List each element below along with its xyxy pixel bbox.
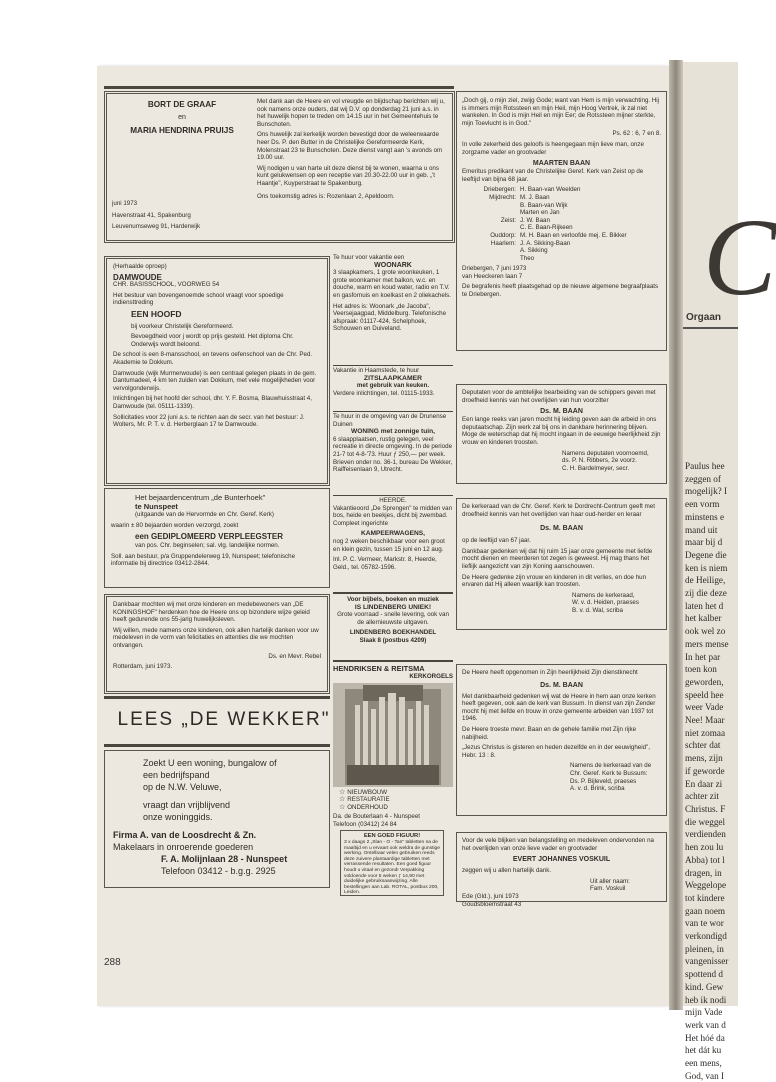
next-page-line: Paulus hee xyxy=(685,461,725,471)
family-member: J. W. Baan xyxy=(520,216,550,224)
masthead-subtitle: Orgaan xyxy=(686,312,722,323)
next-page-line: Degene die xyxy=(685,549,727,560)
next-page-line: ook wel zo xyxy=(685,626,726,637)
next-page-line: het kalber xyxy=(685,613,722,624)
ornamental-rule xyxy=(104,86,454,89)
signature: Uit aller naam: xyxy=(590,877,630,885)
ad-intro: Te huur in de omgeving van de Drunense Duinen xyxy=(333,413,447,428)
paragraph: Met dankbaarheid gedenken wij wat de Heere in hem aan onze kerken heeft gegeven, ook aan de kerk van Bussum. In dienst van zijn Zender mocht hij met liefde en trouw in onze gemeente arbeiden van 1937 tot 1946. xyxy=(462,692,656,723)
family-row xyxy=(462,194,661,217)
signature: Namens de kerkeraad van de xyxy=(570,762,652,770)
service-item xyxy=(333,796,453,804)
next-page-line: het dát ku xyxy=(685,1045,722,1056)
address: Havenstraat 41, Spakenburg xyxy=(112,211,191,219)
deceased-name: Ds. M. BAAN xyxy=(540,681,583,689)
wedding-paragraph: Wij nodigen u van harte uit deze dienst bij te wonen, waarna u ons kunt gelukwensen op een receptie van 20.30-22.00 uur in geb. „'t Haantje", Kuyperstraat te Spakenburg. xyxy=(257,164,439,187)
next-page-line: laten het d xyxy=(685,600,724,611)
paragraph: Wij willen, mede namens onze kinderen, ook allen hartelijk danken voor uw medeleven in de vorm van felicitaties en attenties die we mochten ontvangen. xyxy=(113,626,319,649)
next-page-line: God, van I xyxy=(685,1070,725,1081)
signature: Chr. Geref. Kerk te Bussum: xyxy=(570,769,648,777)
next-page-line: tot kindere xyxy=(685,892,725,903)
masthead-letter: C xyxy=(703,196,776,318)
signature: Ds. P. Bijleveld, praeses xyxy=(570,777,637,785)
ad-line: een bedrijfspand xyxy=(143,770,210,780)
next-page-line: spottend d xyxy=(685,969,724,980)
service-label: ONDERHOUD xyxy=(347,803,388,811)
firm-address: F. A. Molijnlaan 28 - Nunspeet xyxy=(161,854,288,864)
note: (Herhaalde oproep) xyxy=(113,263,167,270)
family-member: M. H. Baan en verloofde mej. E. Bikker xyxy=(520,231,627,239)
lindenberg-ad xyxy=(333,596,453,658)
paragraph: zeggen wij u allen hartelijk dank. xyxy=(462,867,552,875)
ad-intro: Te huur voor vakantie een xyxy=(333,254,405,261)
family-row xyxy=(462,217,661,232)
voskuil-thanks xyxy=(456,832,667,908)
firm-subtitle: KERKORGELS xyxy=(409,673,453,680)
next-page-line: die weggel xyxy=(685,816,726,827)
future-address: Ons toekomstig adres is: Rozenlaan 2, Apeldoorn. xyxy=(257,192,395,200)
ad-line: op de N.W. Veluwe, xyxy=(143,782,222,792)
family-member: A. Sikking xyxy=(520,247,548,255)
woonark-ad xyxy=(333,254,453,364)
ad-info: Verdere inlichtingen, tel. 01115-1933. xyxy=(333,389,435,397)
ad-title: IS LINDENBERG UNIEK! xyxy=(354,603,432,611)
ad-title: EEN GOED FIGUUR! xyxy=(363,833,421,839)
book-binding xyxy=(669,60,683,1010)
divider xyxy=(333,495,453,496)
page-number: 288 xyxy=(104,957,121,968)
firm-description: Makelaars in onroerende goederen xyxy=(113,842,254,852)
loosdrecht-ad xyxy=(104,750,330,888)
paragraph: Moge de weterschap dat hij mocht ingaan in de eeuwige heerlijkheid zijn vrouw en kinderen troosten. xyxy=(462,431,661,446)
ad-title: HEERDE. xyxy=(379,497,407,504)
paragraph: Inlichtingen bij het hoofd der school, dhr. Y. F. Bosma, Blauwhuisstraat 4, Damwoude (tel. 05111-1339). xyxy=(113,395,312,410)
place-date: Ede (Gld.), juni 1973 xyxy=(462,892,519,900)
next-page-line: mens, zijn xyxy=(685,753,723,764)
family-member: H. Baan-van Weelden xyxy=(520,186,581,194)
divider xyxy=(333,411,453,412)
next-page-line: In het par xyxy=(685,651,721,662)
heading: Het bejaardencentrum „de Bunterhoek" xyxy=(135,493,266,502)
signature: Fam. Voskuil xyxy=(590,885,626,893)
next-page-line: schter dat xyxy=(685,740,721,751)
paragraph: waarin ± 80 bejaarden worden verzorgd, zoekt xyxy=(111,521,239,529)
paragraph: De begrafenis heeft plaatsgehad op de nieuwe algemene begraafplaats te Driebergen. xyxy=(462,283,659,299)
firm-name: Firma A. van de Loosdrecht & Zn. xyxy=(113,830,257,840)
paragraph: Deputaten voor de ambtelijke bearbeiding van de schippers geven met droefheid kennis van het overlijden van hun voorzitter xyxy=(462,389,656,404)
star-icon: ☆ xyxy=(339,788,348,796)
ad-title: WONING met zonnige tuin, xyxy=(351,428,435,436)
ad-body: 6 slaapplaatsen, rustig gelegen, veel recreatie in directe omgeving. In de periode 21-7 tot 4-8-'73. Huur ƒ 250,— per week. Brieven onder no. 36-1, bureau De Wekker, Raiffeisenlaan 9, Utrecht. xyxy=(333,435,453,474)
next-page-line: niet zomaa xyxy=(685,727,726,738)
ornamental-rule xyxy=(104,744,330,747)
place-date: Driebergen, 7 juni 1973 xyxy=(462,265,527,273)
ad-body: nog 2 weken beschikbaar voor een groot en klein gezin, tussen 15 juni en 12 aug. xyxy=(333,537,445,553)
paragraph: Een lange reeks van jaren mocht hij leiding geven aan de arbeid in ons deputaatschap. Zijn werk zal bij ons in dankbare herinnering blijven. xyxy=(462,416,657,431)
next-page-line: hen zou lu xyxy=(685,842,724,853)
wedding-date: juni 1973 xyxy=(112,200,138,207)
signature: ds. P. N. Ribbers, 2e voorz. xyxy=(562,457,637,465)
masthead-rule xyxy=(683,327,738,329)
next-page-line: En daar zi xyxy=(685,778,723,789)
next-page-line: minstens e xyxy=(685,511,725,522)
divider xyxy=(333,365,453,366)
bible-quote: „Jezus Christus is gisteren en heden dezelfde en in der eeuwigheid", Hebr. 13 : 8. xyxy=(462,744,650,759)
zitslaapkamer-ad xyxy=(333,367,453,409)
next-page-line: mogelijk? I xyxy=(685,486,728,497)
next-page-line: speeld hee xyxy=(685,689,724,700)
next-page-edge xyxy=(683,62,776,1081)
paragraph: Dankbaar gedenken wij dat hij ruim 15 jaar onze gemeente met liefde mocht dienen en meerderen tot zegen is geweest. Hij mag thans het lieflijk aangezicht van zijn Koning aanschouwen. xyxy=(462,547,653,570)
damwoude-vacancy xyxy=(104,256,330,486)
and-word: en xyxy=(178,114,186,121)
ad-line: Slaak 8 (postbus 4209) xyxy=(359,636,427,644)
address: Goudsbloemstraat 43 xyxy=(462,900,522,908)
bible-reference: Ps. 62 : 6, 7 en 8. xyxy=(612,130,661,138)
slan-o-tan-ad xyxy=(340,830,444,896)
ad-line: vraagt dan vrijblijvend xyxy=(143,800,231,810)
paragraph: Emeritus predikant van de Christelijke Geref. Kerk van Zeist op de leeftijd van bijna 68 jaar. xyxy=(462,168,644,183)
next-page-line: gaan noem xyxy=(685,905,726,916)
family-place: Haarlem: xyxy=(490,239,516,247)
paragraph: Voor de vele blijken van belangstelling en medeleven ondervonden na het overlijden van onze lieve vader en grootvader xyxy=(462,837,654,852)
groom-name: BORT DE GRAAF xyxy=(147,100,217,109)
next-page-line: if geworde xyxy=(685,765,725,776)
ad-body: Vakantieoord „De Sprengen" te midden van bos, heide en beekjes, dicht bij zwembad. Compleet ingerichte xyxy=(333,504,453,527)
lees-de-wekker-slogan: LEES „DE WEKKER" xyxy=(117,709,331,730)
next-page-line: pleinen, in xyxy=(685,943,724,954)
next-page-line: heb ik nodi xyxy=(685,994,727,1005)
next-page-line: zij die deze xyxy=(685,588,727,599)
signature: B. v. d. Wal, scriba xyxy=(572,606,623,614)
next-page-line: een vorm xyxy=(685,499,720,510)
family-row xyxy=(462,186,661,194)
next-page-line: toen kon xyxy=(685,664,717,675)
family-member: B. Baan-van Wijk xyxy=(520,201,568,209)
ornamental-rule xyxy=(104,696,330,699)
baan-deputaten-announcement xyxy=(456,384,667,484)
family-names xyxy=(520,186,580,194)
next-page-line: mijn Vade xyxy=(685,1007,723,1018)
ad-title: ZITSLAAPKAMER xyxy=(363,374,423,382)
paragraph: De Heere gedenke zijn vrouw en kinderen in dit verlies, en doe hun ervaren dat Hij alleen waarlijk kan troosten. xyxy=(462,573,647,589)
next-page-line: dragen, in xyxy=(685,867,722,878)
baan-bussum-announcement xyxy=(456,664,667,816)
family-member: Theo xyxy=(520,254,535,262)
firm-telephone: Telefoon (03412) 24 84 xyxy=(333,820,397,828)
firm-address: Da. de Bouterlaan 4 - Nunspeet xyxy=(333,813,421,821)
paragraph: Het bestuur van bovengenoemde school vraagt voor spoedige indiensttreding xyxy=(113,291,284,307)
job-title: een GEDIPLOMEERD VERPLEEGSTER xyxy=(135,532,284,542)
ad-line: Zoekt U een woning, bungalow of xyxy=(143,758,277,768)
place-date: Rotterdam, juni 1973. xyxy=(113,663,173,671)
heerde-ad xyxy=(333,497,453,589)
ad-subtitle: met gebruik van keuken. xyxy=(356,382,430,390)
next-page-line: de Heilige, xyxy=(685,575,726,586)
signature: Namens de kerkeraad, xyxy=(572,591,635,599)
family-names xyxy=(520,194,567,217)
ad-title: WOONARK xyxy=(374,261,412,269)
ad-body: 3 x daags 2 „Slan - O - Tan" tabletten na de maaltijd en u ervaart ook weldra de gunstige werking. Ontelbaar velen gebruiken reeds deze zuivere plantaardige tabletten met verrassende resultaten. Een goed figuur houdt u vitaal en gezond! Verpakking voldoende voor 5 weken ƒ 14,90 met duidelijke gebruiksaanwijzing. Alle bestellingen aan Lab. ROTAL, postbus 200, Leiden. xyxy=(344,840,440,896)
next-page-line: vangenisser xyxy=(685,956,729,967)
wedding-announcement xyxy=(104,91,455,243)
next-page-line: verdienden xyxy=(685,829,726,840)
firm-name: HENDRIKSEN & REITSMA xyxy=(333,664,425,673)
next-page-line: verkondigd xyxy=(685,931,727,942)
signature: Ds. en Mevr. Rebel xyxy=(268,652,321,660)
next-page-line: zeggen of xyxy=(685,473,721,484)
deceased-name: Ds. M. BAAN xyxy=(540,525,583,533)
next-page-line: geworden, xyxy=(685,676,724,687)
heading: te Nunspeet xyxy=(135,502,178,511)
next-page-line: van te wor xyxy=(685,918,724,929)
paragraph: In volle zekerheid des geloofs is heengegaan mijn lieve man, onze zorgzame vader en grootvader xyxy=(462,140,644,156)
school-name: DAMWOUDE xyxy=(113,272,162,282)
job-title: EEN HOOFD xyxy=(131,308,182,319)
baan-family-announcement xyxy=(456,91,667,351)
hendriksen-reitsma-ad xyxy=(333,664,453,828)
ad-info: Inl. P. C. Vermeer, Markstr. 8, Heerde, Geld., tel. 05782-1596. xyxy=(333,556,437,571)
signature: Namens deputaten voornoemd, xyxy=(562,449,649,457)
next-page-line: weer Vade xyxy=(685,702,724,713)
paragraph: De Heere heeft opgenomen in Zijn heerlijkheid Zijn dienstknecht xyxy=(462,669,638,676)
next-page-text xyxy=(685,460,729,1082)
next-page-line: Abba) tot l xyxy=(685,854,725,865)
family-row xyxy=(462,232,661,240)
paragraph: Dankbaar mochten wij met onze kinderen en medebewoners van „DE KONINGSHOF" herdenken hoe de Heere ons op bizondere wijze geleid heeft gedurende ons 55-jarig huwelijksleven. xyxy=(113,601,310,624)
divider xyxy=(333,592,453,594)
deceased-name: Ds. M. BAAN xyxy=(540,408,583,416)
next-page-line: Nee! Maar xyxy=(685,715,725,726)
next-page-line: kind. Gew xyxy=(685,981,724,992)
family-member: C. E. Baan-Rijkeen xyxy=(520,224,573,232)
signature: A. v. d. Brink, scriba xyxy=(570,785,625,793)
next-page-line: mand uit xyxy=(685,524,718,535)
ad-line: onze woninggids. xyxy=(143,812,213,822)
paragraph: Sollicitaties voor 22 juni a.s. te richten aan de secr. van het bestuur: J. Wolters, Mr. P. T. v. d. Herberglaan 17 te Damwoude. xyxy=(113,413,305,429)
star-icon: ☆ xyxy=(339,796,348,804)
duinen-ad xyxy=(333,413,453,495)
next-page-line: een mens, xyxy=(685,1058,722,1069)
rebel-thanks xyxy=(104,594,330,694)
family-row xyxy=(462,240,661,263)
deceased-name: EVERT JOHANNES VOSKUIL xyxy=(512,856,611,864)
service-item xyxy=(333,804,453,812)
next-page-line: mers mense xyxy=(685,638,729,649)
next-page-line: maar bij d xyxy=(685,537,723,548)
paragraph: De Heere troeste mevr. Baan en de gehele familie met Zijn rijke nabijheid. xyxy=(462,725,637,741)
next-page-line: Christus. F xyxy=(685,803,726,814)
paragraph: van pos. Chr. beginselen; sal. vlg. landelijke normen. xyxy=(135,542,280,550)
ad-line: Grote voorraad - snelle levering, ook van de allernieuwste uitgaven. xyxy=(337,611,449,626)
family-member: M. J. Baan xyxy=(520,193,550,201)
family-place: Driebergen: xyxy=(483,186,516,194)
wedding-paragraph: Ons huwelijk zal kerkelijk worden bevestigd door de weleerwaarde heer Ds. P. den Butter in de Christelijke Gereformeerde Kerk, Molenstraat 23 te Bunschoten. Deze dienst vangt aan 's avonds om 19.00 uur. xyxy=(257,131,443,162)
next-page-line: ken is niem xyxy=(685,562,728,573)
organ-photo xyxy=(333,683,453,787)
paragraph: Damwoude (wijk Murmerwoude) is een centraal gelegen plaats in de gem. Dantumadeel, 4 km ten zuiden van Dokkum, met vele mogelijkheden voor vervolgonderwijs. xyxy=(113,369,317,392)
wedding-paragraph: Met dank aan de Heere en vol vreugde en blijdschap berichten wij u, ook namens onze ouders, dat wij D.V. op donderdag 21 juni a.s. in het huwelijk hopen te treden om 14.15 uur in het Gemeentehuis te Bunschoten. xyxy=(257,98,445,128)
star-icon: ☆ xyxy=(339,803,348,811)
next-page-line: werk van d xyxy=(685,1019,726,1030)
paragraph: Bevoegdheid voor j wordt op prijs gesteld. Het diploma Chr. Onderwijs wordt beloond. xyxy=(131,333,294,348)
paragraph: bij voorkeur Christelijk Gereformeerd. xyxy=(131,322,234,330)
ad-caps: KAMPEERWAGENS, xyxy=(361,530,425,538)
address: van Heeckeren laan 7 xyxy=(462,272,523,280)
deceased-name: MAARTEN BAAN xyxy=(532,160,591,168)
service-label: RESTAURATIE xyxy=(347,796,390,804)
ad-address: Het adres is: Woonark „de Jacoba", Veersejaagpad, Middelburg. Telefonische afspraak: 01117-424, Schelphoek, Schouwen en Duiveland. xyxy=(333,302,447,333)
family-place: Zeist: xyxy=(500,216,516,224)
family-member: J. A. Sikking-Baan xyxy=(520,239,571,247)
divider xyxy=(333,660,453,662)
next-page-line: Weggelope xyxy=(685,880,727,891)
family-names xyxy=(520,240,570,263)
ad-line: Voor bijbels, boeken en muziek xyxy=(347,596,439,603)
service-label: NIEUWBOUW xyxy=(347,788,388,796)
firm-telephone: Telefoon 03412 - b.g.g. 2925 xyxy=(161,866,276,876)
family-names xyxy=(520,232,627,240)
signature: C. H. Bardelmeyer, secr. xyxy=(562,464,630,472)
school-address: CHR. BASISSCHOOL, VOORWEG 54 xyxy=(113,281,220,289)
paragraph: (uitgaande van de Hervormde en Chr. Geref. Kerk) xyxy=(135,511,274,518)
ad-body: 3 slaapkamers, 1 grote woonkeuken, 1 grote woonkamer met balkon, w.c. en douche, warm en koud water, radio en T.V. en gasfornuis en koelkast en 2 oliekachels. xyxy=(333,269,451,299)
bunterhoek-vacancy xyxy=(104,488,330,588)
paragraph: De kerkeraad van de Chr. Geref. Kerk te Dordrecht-Centrum geeft met droefheid kennis van het overlijden van haar oud-herder en leraar xyxy=(462,503,655,518)
address: Leuvenumseweg 91, Harderwijk xyxy=(112,223,201,231)
family-place: Ouddorp: xyxy=(490,231,516,239)
baan-dordrecht-announcement xyxy=(456,498,667,630)
paragraph: op de leeftijd van 67 jaar. xyxy=(462,537,531,545)
family-members xyxy=(462,186,661,262)
paragraph: De school is een 8-mansschool, en tevens oefenschool van de Chr. Ped. Akademie te Dokkum. xyxy=(113,351,313,366)
signature: W. v. d. Heiden, praeses xyxy=(572,599,639,607)
family-place: Mijdrecht: xyxy=(489,193,516,201)
bible-quote: „Doch gij, o mijn ziel, zwijg Gode; want van Hem is mijn verwachting. Hij is immers mijn Rotssteen en mijn Heil, mijn Hoog Vertrek, ik zal niet wankelen. In God is mijn Heil en mijn Eer; de Rotssteen mijner sterkte, mijn Toevlucht is in God." xyxy=(462,97,660,127)
ad-intro: Vakantie in Haamstede, te huur xyxy=(333,367,420,374)
next-page-line: Het hóé da xyxy=(685,1032,725,1043)
paragraph: Soll. aan bestuur, p/a Gruppendelerweg 19, Nunspeet; telefonische informatie bij directrice 03412-2844. xyxy=(111,552,296,568)
family-names xyxy=(520,217,573,232)
next-page-line: achter zit xyxy=(685,791,719,802)
ad-line: LINDENBERG BOEKHANDEL xyxy=(349,629,437,637)
service-list xyxy=(333,789,453,812)
family-member: Marten en Jan xyxy=(520,209,560,217)
bride-name: MARIA HENDRINA PRUIJS xyxy=(130,125,234,135)
